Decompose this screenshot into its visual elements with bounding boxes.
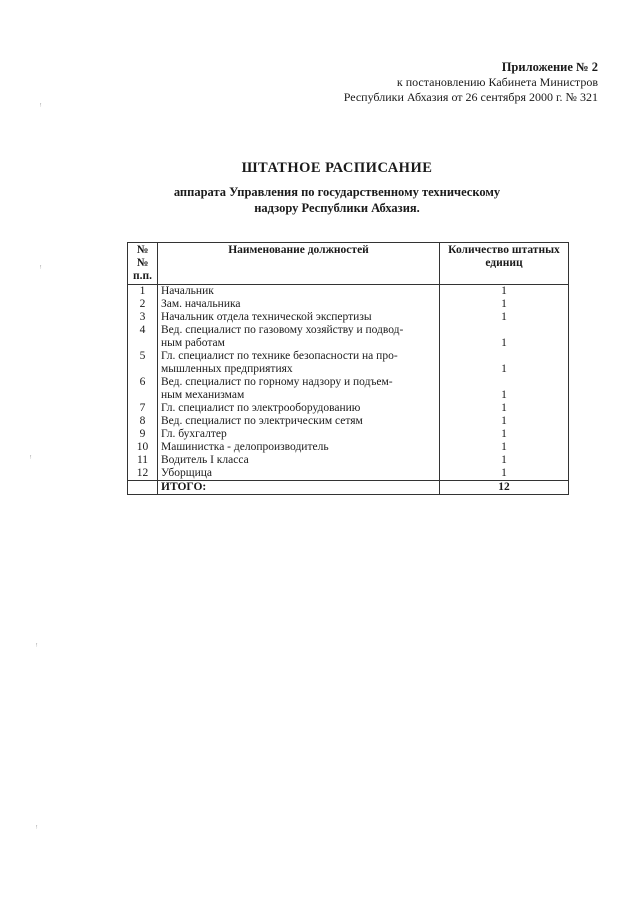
position-name-line: Водитель I класса: [161, 454, 249, 466]
position-quantity: 1: [440, 298, 569, 311]
table-row: [128, 415, 569, 428]
position-name-line: Начальник: [161, 285, 214, 297]
position-name-line: Уборщица: [161, 467, 213, 479]
position-name: [158, 441, 440, 454]
document-subtitle: [0, 184, 640, 216]
position-quantity: 1: [440, 350, 569, 376]
table-header-row: [128, 243, 569, 285]
row-number: 1: [128, 285, 158, 299]
header-number-line-1: №№: [136, 244, 149, 269]
position-name-line: Начальник отдела технической экспертизы: [161, 311, 372, 323]
position-name-line: Гл. специалист по технике безопасности на про-: [161, 350, 398, 362]
scan-speck: ᵎ: [40, 262, 42, 272]
table-row: [128, 402, 569, 415]
scan-speck: ᵎ: [30, 452, 32, 462]
position-name-line: Вед. специалист по горному надзору и подъем-: [161, 376, 393, 388]
row-number: 12: [128, 467, 158, 481]
position-name-line: ным работам: [161, 337, 225, 349]
table-row: [128, 350, 569, 376]
position-name-line: Зам. начальника: [161, 298, 241, 310]
scan-speck: ᵎ: [40, 100, 42, 110]
table-row: [128, 311, 569, 324]
position-name: [158, 376, 440, 402]
position-quantity: 1: [440, 415, 569, 428]
table-row: [128, 428, 569, 441]
position-name: [158, 285, 440, 299]
header-quantity-line-1: Количество штатных: [448, 244, 560, 256]
row-number: 11: [128, 454, 158, 467]
header-quantity: [440, 243, 569, 285]
total-label: ИТОГО:: [158, 481, 440, 495]
scan-speck: ᵎ: [36, 640, 38, 650]
position-name-line: Вед. специалист по газовому хозяйству и подвод-: [161, 324, 404, 336]
table-row: [128, 376, 569, 402]
appendix-date: Республики Абхазия от 26 сентября 2000 г. № 321: [343, 90, 598, 104]
row-number: 2: [128, 298, 158, 311]
header-number: [128, 243, 158, 285]
appendix-number: Приложение № 2: [501, 60, 598, 74]
total-row: [128, 481, 569, 495]
position-name: [158, 402, 440, 415]
document-title: ШТАТНОЕ РАСПИСАНИЕ: [241, 160, 433, 176]
row-number: 4: [128, 324, 158, 350]
position-name: [158, 415, 440, 428]
total-number-cell: [128, 481, 158, 495]
table-row: [128, 298, 569, 311]
position-quantity: 1: [440, 467, 569, 481]
table-row: [128, 467, 569, 481]
position-name: [158, 298, 440, 311]
row-number: 8: [128, 415, 158, 428]
position-name: [158, 454, 440, 467]
position-name: [158, 428, 440, 441]
position-quantity: 1: [440, 454, 569, 467]
table-row: [128, 454, 569, 467]
header-number-line-2: п.п.: [132, 270, 152, 282]
position-quantity: 1: [440, 441, 569, 454]
position-quantity: 1: [440, 428, 569, 441]
position-name-line: ным механизмам: [161, 389, 245, 401]
staff-table: [127, 242, 569, 495]
position-quantity: 1: [440, 311, 569, 324]
row-number: 3: [128, 311, 158, 324]
position-name: [158, 324, 440, 350]
appendix-reference: к постановлению Кабинета Министров: [396, 75, 598, 89]
position-quantity: 1: [440, 402, 569, 415]
appendix-header: [344, 60, 598, 105]
subtitle-line-1: аппарата Управления по государственному техническому: [173, 185, 501, 199]
position-name-line: Гл. бухгалтер: [161, 428, 227, 440]
table-body: [128, 285, 569, 481]
position-name-line: Гл. специалист по электрооборудованию: [161, 402, 361, 414]
header-quantity-line-2: единиц: [485, 257, 523, 269]
scan-speck: ᵎ: [36, 822, 38, 832]
position-name-line: мышленных предприятиях: [161, 363, 293, 375]
row-number: 7: [128, 402, 158, 415]
position-name-line: Машинистка - делопроизводитель: [161, 441, 329, 453]
row-number: 10: [128, 441, 158, 454]
header-position: Наименование должностей: [158, 243, 440, 285]
row-number: 5: [128, 350, 158, 376]
position-quantity: 1: [440, 285, 569, 299]
position-name: [158, 350, 440, 376]
position-quantity: 1: [440, 376, 569, 402]
subtitle-line-2: надзору Республики Абхазия.: [254, 201, 420, 215]
total-quantity: 12: [440, 481, 569, 495]
table-row: [128, 285, 569, 299]
row-number: 9: [128, 428, 158, 441]
position-name: [158, 467, 440, 481]
table-row: [128, 324, 569, 350]
position-name: [158, 311, 440, 324]
table-row: [128, 441, 569, 454]
position-name-line: Вед. специалист по электрическим сетям: [161, 415, 363, 427]
position-quantity: 1: [440, 324, 569, 350]
row-number: 6: [128, 376, 158, 402]
